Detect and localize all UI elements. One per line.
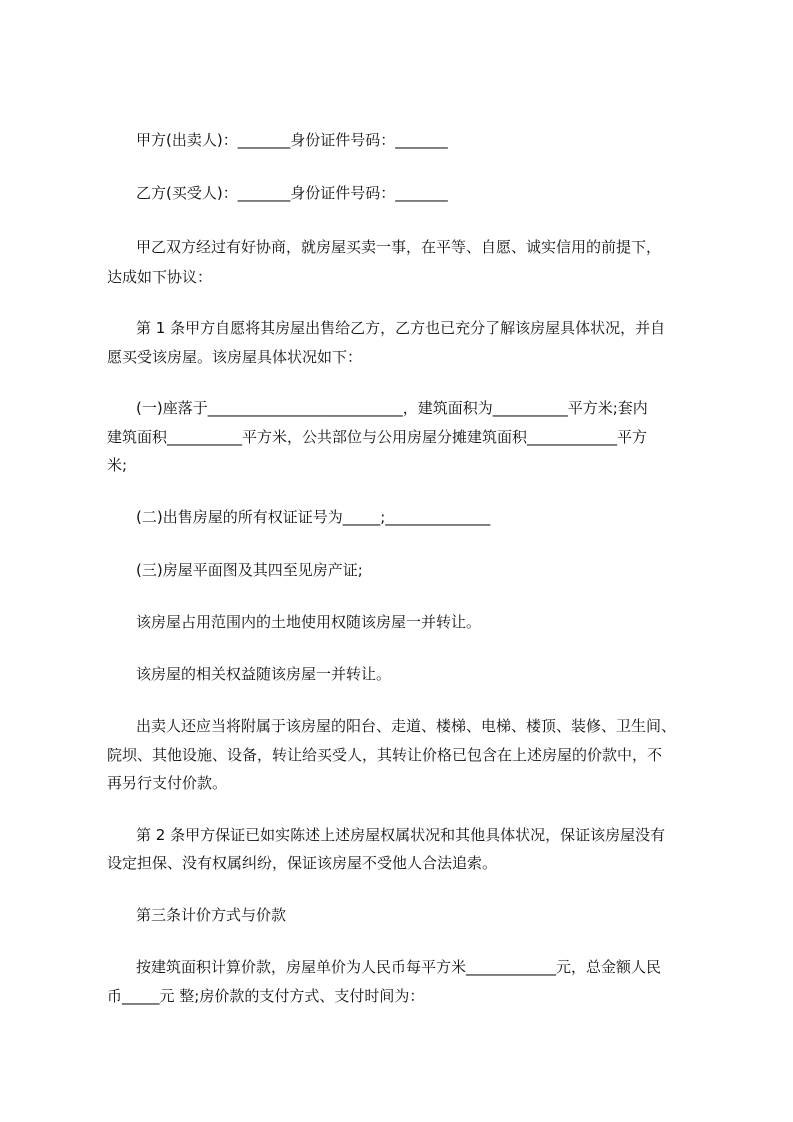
article3-title: 第三条计价方式与价款 bbox=[136, 906, 287, 924]
item2-line: (二)出售房屋的所有权证证号为_____;______________ bbox=[136, 508, 491, 526]
article2-line-2: 设定担保、没有权属纠纷，保证该房屋不受他人合法追索。 bbox=[107, 854, 498, 872]
attachments-line-3: 再另行支付价款。 bbox=[107, 774, 228, 792]
preamble-line-2: 达成如下协议： bbox=[107, 268, 213, 286]
preamble-line-1: 甲乙双方经过有好协商，就房屋买卖一事，在平等、自愿、诚实信用的前提下， bbox=[136, 238, 662, 256]
article3-line-1: 按建筑面积计算价款，房屋单价为人民币每平方米____________元，总金额人民 bbox=[136, 958, 662, 976]
party-a-line: 甲方(出卖人)：_______身份证件号码：_______ bbox=[136, 131, 448, 149]
item1-line-3: 米; bbox=[107, 456, 128, 474]
article3-line-2: 币_____元 整;房价款的支付方式、支付时间为： bbox=[107, 987, 425, 1005]
item3-line: (三)房屋平面图及其四至见房产证; bbox=[136, 561, 363, 579]
article1-line-1: 第 1 条甲方自愿将其房屋出售给乙方，乙方也已充分了解该房屋具体状况，并自 bbox=[136, 319, 666, 337]
article2-line-1: 第 2 条甲方保证已如实陈述上述房屋权属状况和其他具体状况，保证该房屋没有 bbox=[136, 826, 666, 844]
party-b-line: 乙方(买受人)：_______身份证件号码：_______ bbox=[136, 184, 448, 202]
land-use-line: 该房屋占用范围内的土地使用权随该房屋一并转让。 bbox=[136, 613, 482, 631]
article1-line-2: 愿买受该房屋。该房屋具体状况如下： bbox=[107, 348, 363, 366]
item1-line-1: (一)座落于__________________________，建筑面积为__________平方米;套内 bbox=[136, 399, 648, 417]
attachments-line-2: 院坝、其他设施、设备，转让给买受人，其转让价格已包含在上述房屋的价款中，不 bbox=[107, 746, 663, 764]
rights-line: 该房屋的相关权益随该房屋一并转让。 bbox=[136, 665, 392, 683]
item1-line-2: 建筑面积__________平方米，公共部位与公用房屋分摊建筑面积____________平方 bbox=[107, 428, 648, 446]
attachments-line-1: 出卖人还应当将附属于该房屋的阳台、走道、楼梯、电梯、楼顶、装修、卫生间、 bbox=[136, 717, 677, 735]
